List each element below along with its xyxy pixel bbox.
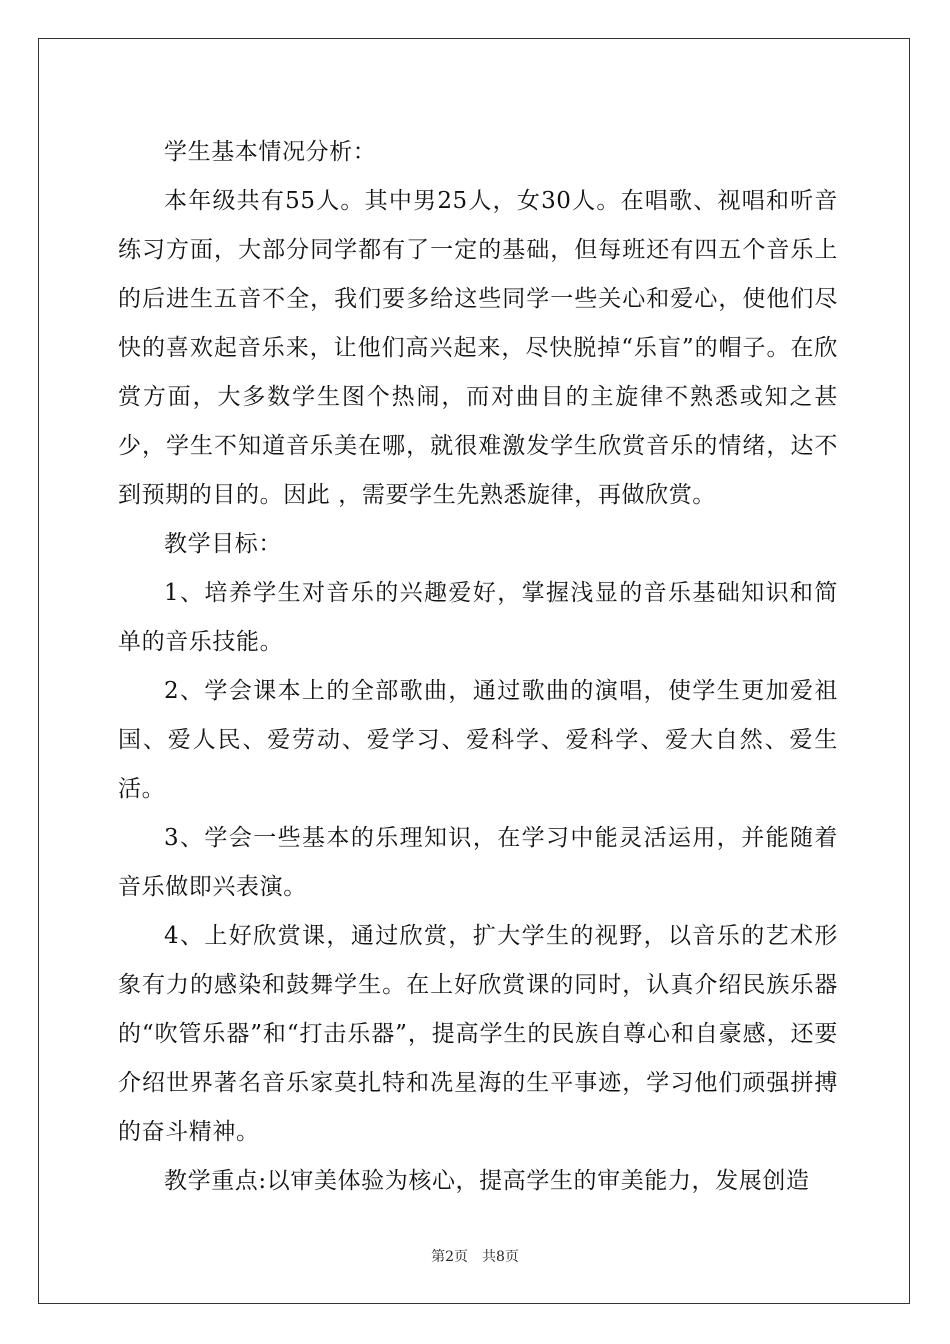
- goal-item-4: 4、上好欣赏课，通过欣赏，扩大学生的视野，以音乐的艺术形象有力的感染和鼓舞学生。在上好欣赏课的同时，认真介绍民族乐器的“吹管乐器”和“打击乐器”，提高学生的民族自尊心和自豪感，还要介绍世界著名音乐家莫扎特和冼星海的生平事迹，学习他们顽强拼搏的奋斗精神。: [118, 923, 838, 1145]
- goal-item-2: 2、学会课本上的全部歌曲，通过歌曲的演唱，使学生更加爱祖国、爱人民、爱劳动、爱学习、爱科学、爱科学、爱大自然、爱生活。: [118, 678, 838, 802]
- goal-item-3: 3、学会一些基本的乐理知识，在学习中能灵活运用，并能随着音乐做即兴表演。: [118, 825, 838, 900]
- section-heading-teaching-goals: 教学目标：: [164, 531, 282, 557]
- page-number-footer: 第2页 共8页: [431, 1249, 519, 1265]
- paragraph-teaching-focus: 教学重点:以审美体验为核心，提高学生的审美能力，发展创造: [164, 1168, 810, 1194]
- section-heading-student-analysis: 学生基本情况分析：: [164, 139, 377, 165]
- goal-item-1: 1、培养学生对音乐的兴趣爱好，掌握浅显的音乐基础知识和简单的音乐技能。: [118, 580, 838, 655]
- document-body: [118, 128, 838, 1206]
- paragraph-student-analysis: 本年级共有55人。其中男25人，女30人。在唱歌、视唱和听音练习方面，大部分同学都有了一定的基础，但每班还有四五个音乐上的后进生五音不全，我们要多给这些同学一些关心和爱心，使他们尽快的喜欢起音乐来，让他们高兴起来，尽快脱掉“乐盲”的帽子。在欣赏方面，大多数学生图个热闹，而对曲目的主旋律不熟悉或知之甚少，学生不知道音乐美在哪，就很难激发学生欣赏音乐的情绪，达不到预期的目的。因此 ，需要学生先熟悉旋律，再做欣赏。: [118, 188, 838, 508]
